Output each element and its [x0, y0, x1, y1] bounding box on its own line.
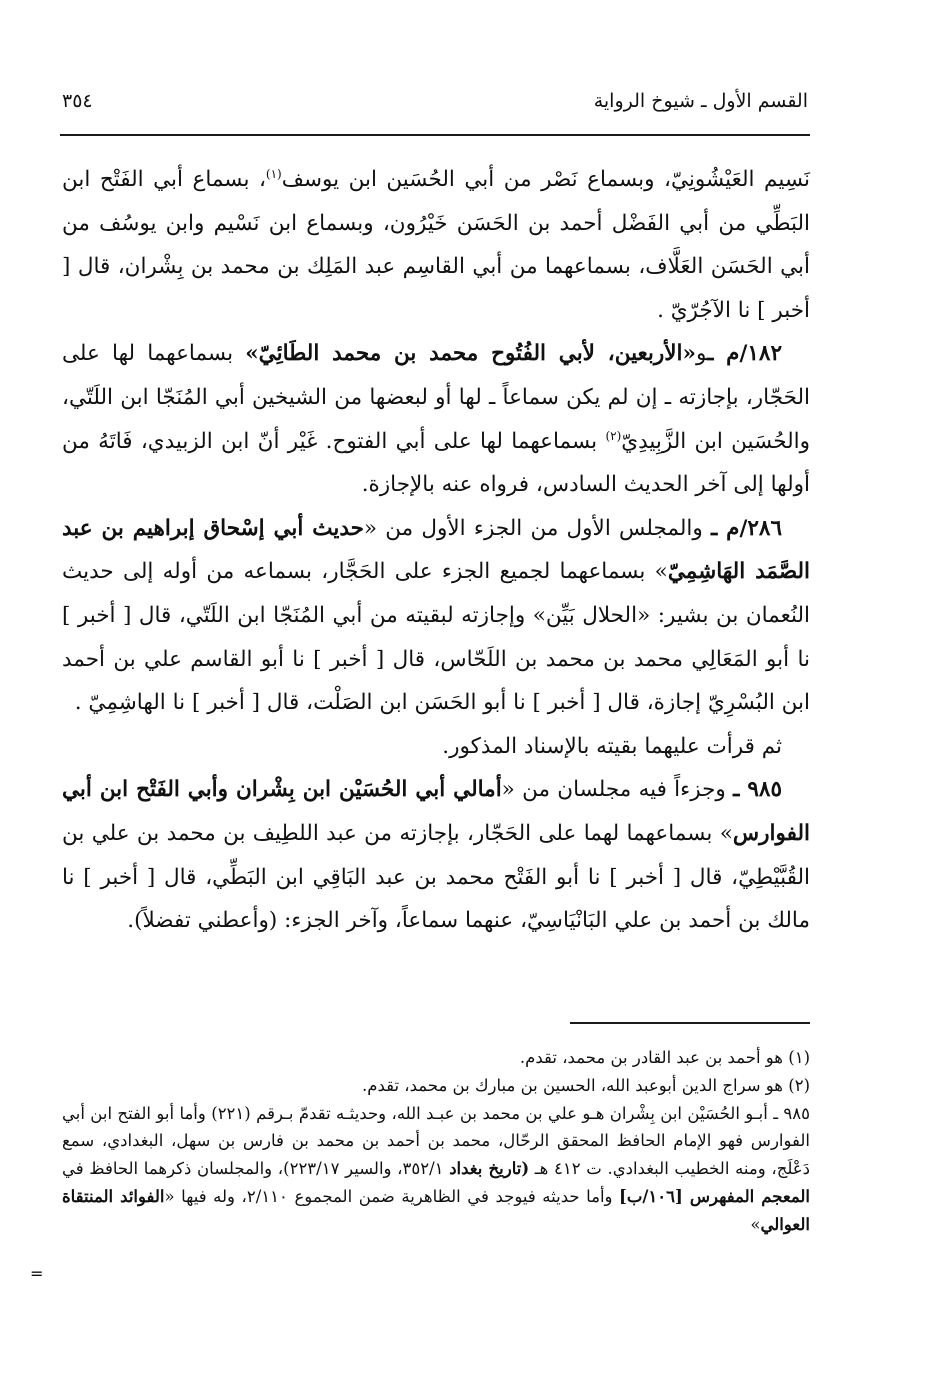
- footnote-ref-2: (٢): [605, 428, 622, 443]
- entry-286: [62, 507, 810, 725]
- entry-182: [62, 332, 810, 506]
- source-title: الفوائد المنتقاة العوالي: [62, 1186, 810, 1234]
- book-title: أمالي أبي الحُسَيْن ابن بِشْران وأبي الفَتْح ابن أبي الفوارس: [62, 777, 810, 846]
- footnote-985: [62, 1100, 810, 1239]
- footnote-1: (١) هو أحمد بن عبد القادر بن محمد، تقدم.: [519, 1048, 810, 1067]
- text-run: بسماعهما لها على أبي الفتوح. غَيْر أنّ ابن الزبيدي، فَاتَهُ من أولها إلى آخر الحديث السادس، فرواه عنه بالإجازة.: [62, 428, 810, 498]
- text-run: ٣٥٢/١، والسير ٢٢٣/١٧)، والمجلسان ذكرهما الحافظ في: [62, 1159, 450, 1179]
- text-run: بسماعهما لها على الحَجّار، بإجازته ـ إن لم يكن سماعاً ـ لها أو لبعضها من الشيخين أبي المُنَجّا ابن اللَتّي، والحُسَين ابن الزَّبِيدِيّ: [62, 341, 810, 454]
- footnote-2: (٢) هو سراج الدين أبوعبد الله، الحسين بن مبارك بن محمد، تقدم.: [361, 1075, 810, 1095]
- text-run: » بسماعهما لهما على الحَجّار، بإجازته من عبد اللطِيف بن محمد بن علي بن القُبَّيْطِيّ، قال [ أخبر ] نا أبو الفَتْح محمد بن عبد البَاقِي ابن البَطِّي، قال [ أخبر ] نا مالك بن أحمد بن علي البَانْيَاسِيّ، عنهما سماعاً، وآخر الجزء: (وأعطني تفضلاً).: [62, 820, 810, 934]
- entry-number: ٢٨٦/م ـ: [711, 515, 782, 541]
- text-run: ٩٨٥ ـ أبـو الحُسَيْن ابن بِشْران هـو علي بن محمد بن عبـد الله، وحديثـه تقدمّ بـرقم (٢٢١) وأما أبو الفتح ابن أبي الفوارس فهو الإمام الحافظ المحقق الرحّال، محمد بن أحمد بن محمد بن فارس بن سهل، البغدادي، سمع دَعْلَج، ومنه الخطيب البغدادي. ت ٤١٢ هـ: [62, 1103, 811, 1179]
- paragraph-1: [62, 158, 810, 332]
- text-run: نَسِيم العَيْشُونِيّ، وبسماع نَصْر من أبي الحُسَين ابن يوسف: [281, 167, 810, 192]
- text-run: وأما حديثه فيوجد في الظاهرية ضمن المجموع ٢/١١٠، وله فيها «: [164, 1186, 620, 1206]
- text-run: والمجلس الأول من الجزء الأول من «: [363, 515, 703, 541]
- section-title: القسم الأول ـ شيوخ الرواية: [593, 90, 808, 112]
- text-run: ، بسماع أبي الفَتْح ابن البَطِّي من أبي الفَضْل أحمد بن الحَسَن خَيْرُون، وبسماع ابن نَسْيم وابن يوسُف من أبي الحَسَن العَلَّاف، بسماعهما من أبي القاسِم عبد المَلِك بن محمد بن بِشْران، قال [ أخبر ] نا الآجُرّيّ .: [62, 167, 810, 323]
- footnotes: [62, 1044, 810, 1239]
- text-run: و: [695, 341, 708, 367]
- text-run: وجزءاً فيه مجلسان من «: [501, 777, 726, 803]
- header-rule: [60, 134, 810, 136]
- book-title: حديث أبي إسْحاق إبراهيم بن عبد الصَّمَد الهَاشِمِيّ: [62, 515, 810, 585]
- text-run: » بسماعهما لجميع الجزء على الحَجَّار، بسماعه من أوله إلى حديث النُعمان بن بشير: «الحلال بَيِّن» وإجازته لبقيته من أبي المُنَجّا ابن اللَتّي، قال [ أخبر ] نا أبو المَعَالِي محمد بن محمد بن اللَحّاس، قال [ أخبر ] نا أبو القاسم علي بن أحمد ابن البُسْرِيّ إجازة، قال [ أخبر ] نا أبو الحَسَن ابن الصَلْت، قال [ أخبر ] نا الهاشِمِيّ .: [62, 559, 810, 716]
- source-title: المعجم المفهرس [١٠٦/ب]: [619, 1186, 810, 1206]
- footnote-rule: [570, 1022, 810, 1024]
- footnote-ref-1: (١): [265, 166, 282, 181]
- continuation-mark: =: [30, 1264, 44, 1283]
- entry-number: ١٨٢/م ـ: [707, 341, 783, 367]
- main-text: [62, 158, 810, 943]
- running-header: [62, 84, 808, 118]
- entry-985: [62, 768, 810, 942]
- text-run: »: [750, 1214, 761, 1234]
- source-title: (تاريخ بغداد: [449, 1159, 530, 1179]
- book-title: «الأربعين، لأبي الفُتُوح محمد بن محمد الطَائِيّ»: [245, 341, 696, 367]
- page-number: ٣٥٤: [62, 90, 93, 112]
- paragraph-continuation: ثم قرأت عليهما بقيته بالإسناد المذكور.: [442, 733, 782, 759]
- entry-number: ٩٨٥ ـ: [733, 777, 783, 803]
